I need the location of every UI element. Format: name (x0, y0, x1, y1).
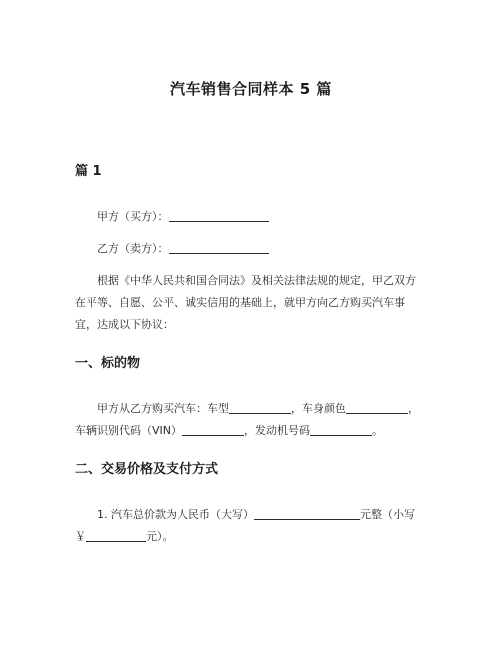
section-1-heading: 一、标的物 (75, 356, 141, 371)
vin-label: 车辆识别代码（VIN） (75, 424, 182, 437)
price-lowercase-label: 元整（小写 (360, 508, 415, 521)
section-2-paragraph (75, 504, 431, 548)
comma-1: ， (408, 402, 419, 415)
preamble-line-2: 在平等、自愿、公平、诚实信用的基础上，就甲方向乙方购买汽车事 (75, 296, 405, 309)
vehicle-model-blank (229, 401, 291, 414)
vehicle-model-label: 甲方从乙方购买汽车：车型 (97, 402, 229, 415)
party-b-blank (169, 241, 269, 254)
period-1: 。 (372, 424, 383, 437)
section-1-paragraph (75, 398, 431, 442)
document-title: 汽车销售合同样本 5 篇 (170, 80, 332, 98)
vin-blank (182, 423, 244, 436)
body-color-label: ，车身颜色 (291, 402, 346, 415)
chapter-heading: 篇 1 (75, 164, 102, 179)
price-lowercase-blank (86, 529, 146, 542)
party-a-blank (169, 209, 269, 222)
price-end: 元）。 (146, 530, 174, 543)
body-color-blank (346, 401, 408, 414)
party-b-line (75, 238, 431, 260)
price-uppercase-label: 1. 汽车总价款为人民币（大写） (97, 508, 254, 521)
engine-number-label: ，发动机号码 (244, 424, 310, 437)
preamble-paragraph (75, 270, 431, 336)
party-b-label: 乙方（卖方）： (97, 242, 169, 255)
party-a-line (75, 206, 431, 228)
party-a-label: 甲方（买方）： (97, 210, 169, 223)
section-2-heading: 二、交易价格及支付方式 (75, 462, 219, 477)
preamble-line-1: 根据《中华人民共和国合同法》及相关法律法规的规定，甲乙双方 (97, 274, 416, 287)
price-uppercase-blank (254, 507, 360, 520)
preamble-line-3: 宜，达成以下协议： (75, 318, 174, 331)
engine-number-blank (310, 423, 372, 436)
yuan-sign: ￥ (75, 530, 86, 543)
